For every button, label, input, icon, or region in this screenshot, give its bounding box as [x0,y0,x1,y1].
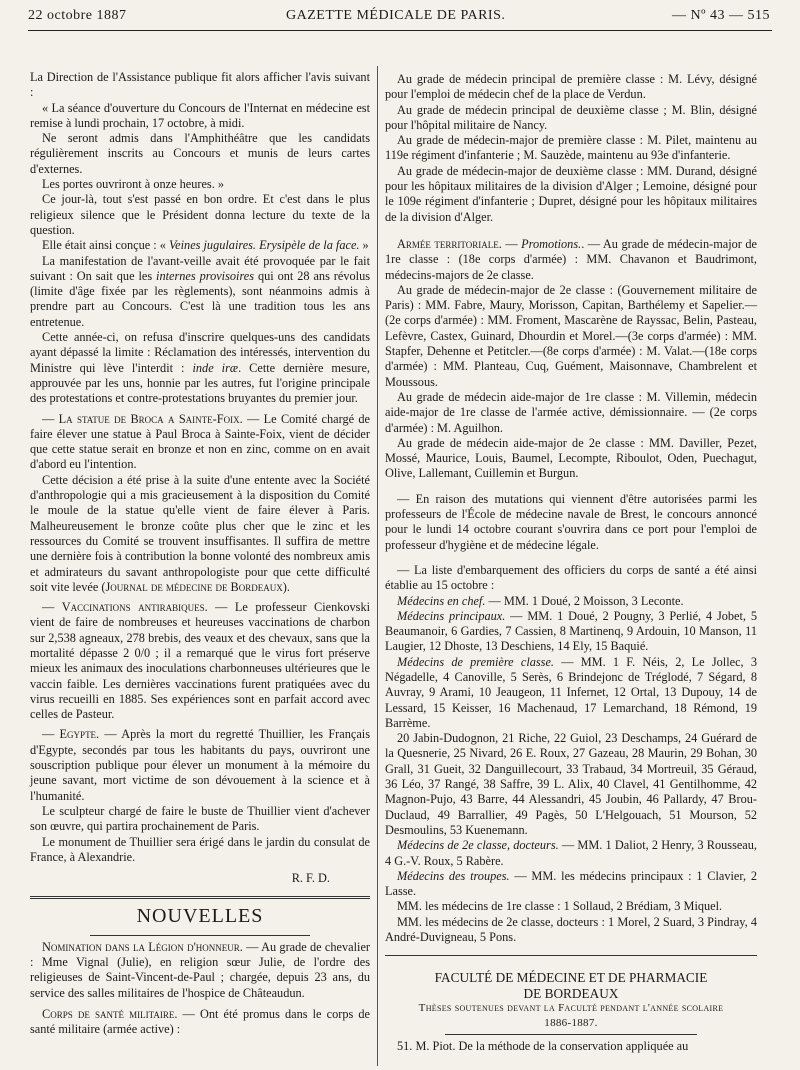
source-citation: Journal de médecine de Bordeaux [105,579,283,594]
text: — Après la mort du regretté Thuillier, les Français d'Egypte, secondés par tous les habitants du pays, ouvriront une souscription publique pour élever un monument à la mémoire du jeune savant, mort victime de son dévouement à la science et à l'humanité. [30,727,370,803]
list-item: MM. les médecins de 1re classe : 1 Sollaud, 2 Brédiam, 3 Miquel. [397,899,723,914]
paragraph: « La séance d'ouverture du Concours de l'Internat en médecine est remise à lundi prochain, 17 octobre, à midi. [30,100,370,130]
list-heading: Médecins de première classe. [397,654,554,669]
text: Cette année-ci, on refusa d'inscrire quelques-uns des candidats ayant dépassé la limite : Réclamation des intéressés, intervention du Ministre qui lève l'interdit : [30,330,370,375]
header-rule [28,30,772,31]
section-heading: Egypte. [59,727,100,742]
section-heading: Vaccinations antirabiques. [61,600,208,615]
paragraph: Le sculpteur chargé de faire le buste de Thuillier vient d'achever son œuvre, qui partira prochainement de Paris. [30,803,370,834]
paragraph: Au grade de médecin principal de deuxième classe ; M. Blin, désigné pour l'hôpital militaire de Nancy. [385,102,757,132]
left-column [30,70,370,1038]
paragraph: Le monument de Thuillier sera érigé dans le jardin du consulat de France, à Alexandrie. [30,834,370,864]
faculty-subheading: DE BORDEAUX [523,985,619,1001]
school-year: 1886-1887. [544,1017,598,1030]
paragraph [30,473,370,595]
text: — MM. 1 Doué, 2 Pougny, 3 Perlié, 4 Jobet, 5 Beaumanoir, 6 Gardies, 7 Cassien, 8 Martinenq, 9 Ardouin, 10 Manson, 11 Laugier, 12 Dhoste, 13 Deschiens, 14 Ely, 15 Baquié. [385,608,758,654]
list-item [385,655,757,731]
text: — MM. 1 Doué, 2 Moisson, 3 Leconte. [485,593,684,608]
nouvelles-heading: NOUVELLES [136,905,264,928]
column-divider [377,66,378,1066]
text: ). [282,579,290,594]
list-item [385,869,757,900]
italic-text: inde iræ [192,360,239,375]
paragraph: Les portes ouvriront à onze heures. » [42,177,225,192]
text: — MM. 1 Daliot, 2 Henry, 3 Rousseau, 4 G.-V. Roux, 5 Rabère. [385,838,757,868]
heading-rule [445,1034,697,1035]
heading-rule [90,935,310,936]
list-item: MM. les médecins de 2e classe, docteurs : 1 Morel, 2 Suard, 3 Pindray, 4 André-Duvigneau, 5 Pons. [385,914,757,945]
paragraph: Au grade de médecin aide-major de 1re classe : M. Villemin, médecin aide-major de 1re classe de l'armée active, démissionnaire. — (2e corps d'armée) : M. Aguilhon. [385,389,757,435]
header-date: 22 octobre 1887 [28,8,127,23]
brest-article: — En raison des mutations qui viennent d'être autorisées parmi les professeurs de l'École de médecine navale de Brest, le concours annoncé pour le lundi 14 octobre courant s'ouvrira dans ce port pour l'emploi de professeur d'hygiène et de médecine légale. [385,491,757,552]
section-heading: La statue de Broca a Sainte-Foix. [58,411,243,426]
vaccination-article: — Vaccinations antirabiques. — Le professeur Cienkovski vient de faire de nombreuses et heureuses vaccinations de charbon sur 2,538 agneaux, 278 brebis, des veaux et des chevaux, sans que la mortalité dépasse 2 0/0 ; il a remarqué que le virus fort préserve mieux les animaux des inoculations charbonneuses ultérieures que le vaccin faible. Les dernières vaccinations furent pratiquées avec du virus recueilli en 1885. Ses expériences sont en parfait accord avec celles de Pasteur. [30,600,371,722]
paragraph: Au grade de médecin aide-major de 2e classe : MM. Daviller, Pezet, Mossé, Maurice, Louis, Baumel, Lecompte, Riboulot, Oden, Puechagut, Olive, Lallemant, Cuillemin et Burgun. [385,435,757,481]
list-item [385,609,757,655]
text: Cette décision a été prise à la suite d'une entente avec la Société d'anthropologie qui a mis gracieusement à la disposition du Comité le moule de la statue qu'elle vient de faire élever à Paris. Malheureusement le bronze coûte plus cher que le zinc et les ressources du Comité se trouvent insuffisantes. Il suffira de mettre une dernière fois à contribution la bonne volonté des nombreux amis et admirateurs du savant anthropologiste pour que cette difficulté soit vite levée ( [30,472,370,594]
italic-text: Veines jugulaires. Erysipèle de la face. [169,238,360,253]
text: . Cette dernière mesure, approuvée par les uns, honnie par les autres, fut l'origine principale des protestations et contre-protestations bruyantes du premier jour. [30,360,370,406]
signature: R. F. D. [291,871,330,886]
list-heading: Médecins de 2e classe, docteurs. [397,838,559,853]
header-title: GAZETTE MÉDICALE DE PARIS. [286,8,506,23]
paragraph: La Direction de l'Assistance publique fit alors afficher l'avis suivant : [30,70,370,100]
thesis-heading: Thèses soutenues devant la Faculté pendant l'année scolaire [418,1001,724,1014]
paragraph: Ce jour-là, tout s'est passé en bon ordre. Et c'est dans le plus religieux silence que le Président donna lecture du texte de la question. [30,192,370,237]
territorial-article: Armée territoriale. — Promotions.. — Au grade de médecin-major de 1re classe : (18e corps d'armée) : MM. Chavanon et Baudrimont, médecins-majors de 2e classe. [385,236,758,282]
list-heading: Médecins principaux. [397,608,506,623]
text: » [359,238,369,253]
list-item [385,594,757,609]
text: — Le Comité chargé de faire élever une statue à Paul Broca à Sainte-Foix, vient de décider que cette statue serait en bronze et non en zinc, comme on en avait d'abord eu l'intention. [30,411,370,472]
text: La manifestation de l'avant-veille avait été provoquée par le fait suivant : On sait que les [30,253,370,283]
corps-article [30,1007,370,1038]
section-heading: Nomination dans la Légion d'honneur. [42,939,243,954]
paragraph [30,254,370,330]
faculty-heading: FACULTÉ DE MÉDECINE ET DE PHARMACIE [434,970,708,986]
section-heading: Armée territoriale. [397,236,502,251]
paragraph: Ne seront admis dans l'Amphithéâtre que les candidats régulièrement inscrits au Concours et munis de leurs cartes d'externes. [30,131,370,176]
paragraph: Au grade de médecin-major de première classe : M. Pilet, maintenu au 119e régiment d'infanterie ; M. Sauzède, maintenu au 93e d'infanterie. [385,133,757,163]
broca-article: — La statue de Broca a Sainte-Foix. — Le Comité chargé de faire élever une statue à Paul Broca à Sainte-Foix, vient de décider que cette statue serait en bronze et non en zinc, comme on en avait d'abord eu l'intention. [30,411,370,472]
text: — MM. les médecins principaux : 1 Clavier, 2 Lasse. [385,868,757,899]
paragraph [30,330,370,406]
text: qui ont 28 ans révolus (limite d'âge fixée par les règlements), sont néanmoins admis à prendre part au Concours. C'est là une tradition tous les ans entretenue. [30,268,371,329]
text: — Au grade de médecin-major de 1re classe : (18e corps d'armée) : MM. Chavanon et Baudrimont, médecins-majors de 2e classe. [385,236,758,282]
text: Elle était ainsi conçue : « [42,238,170,253]
right-column [385,72,757,1054]
embarkation-list-intro: — La liste d'embarquement des officiers du corps de santé a été ainsi établie au 15 octobre : [385,562,757,593]
list-heading: Médecins en chef. [397,593,486,608]
legion-article [30,940,370,1001]
egypt-article: — Egypte. — Après la mort du regretté Thuillier, les Français d'Egypte, secondés par tous les habitants du pays, ouvriront une souscription publique pour élever un monument à la mémoire du jeune savant, mort victime de son dévouement à la science et à l'humanité. [30,727,370,803]
list-item: 20 Jabin-Dudognon, 21 Riche, 22 Guiol, 23 Deschamps, 24 Guérard de la Quesnerie, 25 Nivard, 26 E. Roux, 27 Gazeau, 28 Maurin, 29 Bohan, 30 Grall, 31 Gueit, 32 Danguillecourt, 33 Trabaud, 34 Mortreuil, 35 Géraud, 36 Léo, 37 Rangé, 38 Saffre, 39 L. Alix, 40 Clavel, 41 Gentilhomme, 42 Magnon-Pujo, 43 Barre, 44 Alessandri, 45 Joubin, 46 Pallardy, 47 Brou-Duclaud, 49 Barrallier, 49 Pagès, 50 L'Helgouach, 51 Mourson, 52 Desmoulins, 53 Kuenemann. [385,731,757,837]
page-header [28,8,770,30]
text: — Ont été promus dans le corps de santé militaire (armée active) : [30,1006,371,1037]
list-heading: Médecins des troupes. [397,868,510,883]
paragraph [30,238,370,253]
section-divider [30,896,370,899]
paragraph: 51. M. Piot. De la méthode de la conservation appliquée au [397,1038,689,1053]
italic-text: internes provisoires [156,268,255,283]
section-heading: Corps de santé militaire. [42,1006,178,1021]
paragraph: Au grade de médecin principal de première classe : M. Lévy, désigné pour l'emploi de médecin chef de la place de Verdun. [385,72,757,102]
header-page-number: — Nº 43 — 515 [672,8,770,23]
italic-text: Promotions. [521,236,582,251]
text: — MM. 1 F. Néis, 2, Le Jollec, 3 Négadelle, 4 Canoville, 5 Serès, 6 Brindejonc de Tréglodé, 7 Ségard, 8 Auvray, 9 Arami, 10 Jeaugeon, 11 Infernet, 12 Ortal, 13 Dupouy, 14 de Lessard, 15 Keisser, 16 Machenaud, 17 Lemarchand, 18 Rémond, 19 Barrème. [385,654,757,730]
paragraph: Au grade de médecin-major de 2e classe : (Gouvernement militaire de Paris) : MM. Fabre, Maury, Morisson, Capitan, Barthélemy et Sapelier.—(2e corps d'armée) : MM. Froment, Mascarène de Rayssac, Belin, Pasteau, Lefèvre, Castex, Guinard, Dhourdin et Morel.—(3e corps d'armée) : MM. Stapfer, Dehenne et Petitcler.—(8e corps d'armée) : M. Valat.—(18e corps d'armée) : MM. Planteau, Cuq, Guément, Maisonnave, Chambrelent et Moussous. [385,282,757,389]
text: — Le professeur Cienkovski vient de faire de nombreuses et heureuses vaccinations de charbon sur 2,538 agneaux, 278 brebis, des veaux et des chevaux, sans que la mortalité dépasse 2 0/0 ; il a remarqué que le virus fort préserve mieux les animaux des inoculations charbonneuses ultérieures que le vaccin faible. Les dernières vaccinations furent pratiquées avec du virus recueilli en 1885. Ses expériences sont en parfait accord avec celles de Pasteur. [30,600,371,722]
section-divider [385,955,757,956]
paragraph: Au grade de médecin-major de deuxième classe : MM. Durand, désigné pour les hôpitaux militaires de la division d'Alger ; Lemoine, désigné pour le 109e régiment d'infanterie ; Dupret, désigné pour les hôpitaux militaires de la division d'Alger. [385,163,757,224]
text: — Au grade de chevalier : Mme Vignal (Julie), en religion sœur Julie, de l'ordre des religieuses de Saint-Vincent-de-Paul ; chargée, depuis 23 ans, du service des salles militaires de l'hospice de Châteaudun. [30,939,370,1000]
list-item [385,838,757,869]
